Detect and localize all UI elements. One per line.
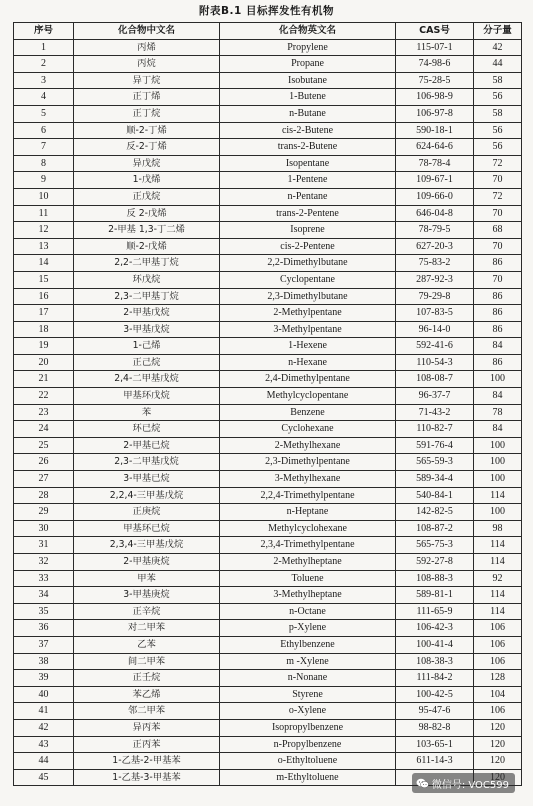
cell-molecular-weight: 86 [474, 321, 522, 338]
cell-index: 14 [14, 255, 74, 272]
cell-cas: 111-84-2 [396, 670, 474, 687]
cell-index: 19 [14, 338, 74, 355]
cell-chinese-name: 异丙苯 [74, 719, 220, 736]
cell-chinese-name: 环戊烷 [74, 271, 220, 288]
cell-chinese-name: 异戊烷 [74, 155, 220, 172]
cell-english-name: 2,2,4-Trimethylpentane [220, 487, 396, 504]
table-row [14, 703, 522, 720]
cell-cas: 592-27-8 [396, 554, 474, 571]
watermark-text: 微信号: VOC599 [431, 779, 509, 791]
table-row [14, 56, 522, 73]
table-row [14, 570, 522, 587]
cell-chinese-name: 1-乙基-2-甲基苯 [74, 753, 220, 770]
table-row [14, 753, 522, 770]
cell-index: 12 [14, 222, 74, 239]
table-row [14, 39, 522, 56]
cell-molecular-weight: 100 [474, 504, 522, 521]
cell-english-name: o-Xylene [220, 703, 396, 720]
cell-molecular-weight: 98 [474, 520, 522, 537]
table-row [14, 603, 522, 620]
cell-molecular-weight: 72 [474, 155, 522, 172]
cell-english-name: p-Xylene [220, 620, 396, 637]
cell-english-name: 2-Methylheptane [220, 554, 396, 571]
header-molecular-weight: 分子量 [474, 23, 522, 40]
cell-molecular-weight: 56 [474, 139, 522, 156]
table-row [14, 105, 522, 122]
cell-english-name: 2,3,4-Trimethylpentane [220, 537, 396, 554]
cell-cas: 78-78-4 [396, 155, 474, 172]
table-row [14, 139, 522, 156]
cell-index: 16 [14, 288, 74, 305]
cell-cas: 98-82-8 [396, 719, 474, 736]
cell-english-name: trans-2-Butene [220, 139, 396, 156]
cell-english-name: Isopropylbenzene [220, 719, 396, 736]
cell-english-name: Isopentane [220, 155, 396, 172]
cell-cas: 106-97-8 [396, 105, 474, 122]
cell-english-name: Toluene [220, 570, 396, 587]
cell-molecular-weight: 106 [474, 703, 522, 720]
cell-english-name: m-Ethyltoluene [220, 769, 396, 786]
cell-molecular-weight: 58 [474, 105, 522, 122]
cell-index: 25 [14, 437, 74, 454]
cell-chinese-name: 反 2-戊烯 [74, 205, 220, 222]
table-row [14, 338, 522, 355]
cell-molecular-weight: 114 [474, 554, 522, 571]
table-row [14, 471, 522, 488]
cell-index: 2 [14, 56, 74, 73]
cell-index: 7 [14, 139, 74, 156]
cell-cas: 110-82-7 [396, 421, 474, 438]
table-row [14, 686, 522, 703]
cell-index: 36 [14, 620, 74, 637]
cell-cas: 96-14-0 [396, 321, 474, 338]
header-cas: CAS号 [396, 23, 474, 40]
header-chinese-name: 化合物中文名 [74, 23, 220, 40]
cell-chinese-name: 1-己烯 [74, 338, 220, 355]
cell-index: 6 [14, 122, 74, 139]
cell-cas: 108-08-7 [396, 371, 474, 388]
cell-english-name: n-Pentane [220, 188, 396, 205]
cell-cas: 75-83-2 [396, 255, 474, 272]
cell-chinese-name: 丙烷 [74, 56, 220, 73]
cell-index: 1 [14, 39, 74, 56]
table-row [14, 736, 522, 753]
header-english-name: 化合物英文名 [220, 23, 396, 40]
cell-index: 42 [14, 719, 74, 736]
cell-index: 44 [14, 753, 74, 770]
cell-english-name: n-Nonane [220, 670, 396, 687]
cell-chinese-name: 3-甲基已烷 [74, 471, 220, 488]
table-row [14, 487, 522, 504]
table-row [14, 587, 522, 604]
cell-index: 29 [14, 504, 74, 521]
cell-chinese-name: 2-甲基庚烷 [74, 554, 220, 571]
cell-cas: 565-75-3 [396, 537, 474, 554]
cell-chinese-name: 正庚烷 [74, 504, 220, 521]
cell-cas: 540-84-1 [396, 487, 474, 504]
cell-molecular-weight: 72 [474, 188, 522, 205]
cell-english-name: n-Butane [220, 105, 396, 122]
cell-molecular-weight: 92 [474, 570, 522, 587]
cell-index: 3 [14, 72, 74, 89]
cell-molecular-weight: 114 [474, 587, 522, 604]
table-row [14, 255, 522, 272]
table-body [14, 39, 522, 786]
cell-index: 30 [14, 520, 74, 537]
cell-english-name: 1-Pentene [220, 172, 396, 189]
cell-english-name: Cyclohexane [220, 421, 396, 438]
cell-english-name: Ethylbenzene [220, 636, 396, 653]
table-row [14, 670, 522, 687]
table-row [14, 155, 522, 172]
table-row [14, 421, 522, 438]
cell-molecular-weight: 104 [474, 686, 522, 703]
cell-molecular-weight: 100 [474, 454, 522, 471]
cell-cas: 287-92-3 [396, 271, 474, 288]
cell-chinese-name: 2,3-二甲基丁烷 [74, 288, 220, 305]
cell-chinese-name: 丙烯 [74, 39, 220, 56]
cell-molecular-weight: 120 [474, 719, 522, 736]
cell-chinese-name: 正壬烷 [74, 670, 220, 687]
cell-cas: 110-54-3 [396, 354, 474, 371]
cell-english-name: cis-2-Butene [220, 122, 396, 139]
cell-index: 26 [14, 454, 74, 471]
cell-english-name: n-Propylbenzene [220, 736, 396, 753]
cell-chinese-name: 1-乙基-3-甲基苯 [74, 769, 220, 786]
cell-chinese-name: 1-戊烯 [74, 172, 220, 189]
cell-molecular-weight: 58 [474, 72, 522, 89]
cell-english-name: 2,3-Dimethylpentane [220, 454, 396, 471]
cell-molecular-weight: 100 [474, 471, 522, 488]
cell-english-name: m -Xylene [220, 653, 396, 670]
cell-english-name: Propane [220, 56, 396, 73]
cell-molecular-weight: 114 [474, 537, 522, 554]
cell-index: 37 [14, 636, 74, 653]
cell-chinese-name: 正丁烷 [74, 105, 220, 122]
cell-english-name: 2,3-Dimethylbutane [220, 288, 396, 305]
cell-cas: 109-67-1 [396, 172, 474, 189]
cell-index: 4 [14, 89, 74, 106]
table-row [14, 172, 522, 189]
cell-chinese-name: 2,2,4-三甲基戊烷 [74, 487, 220, 504]
cell-index: 41 [14, 703, 74, 720]
cell-chinese-name: 对二甲苯 [74, 620, 220, 637]
cell-chinese-name: 苯乙烯 [74, 686, 220, 703]
cell-cas: 78-79-5 [396, 222, 474, 239]
cell-index: 27 [14, 471, 74, 488]
table-row [14, 89, 522, 106]
cell-cas: 142-82-5 [396, 504, 474, 521]
cell-molecular-weight: 100 [474, 437, 522, 454]
cell-chinese-name: 间二甲苯 [74, 653, 220, 670]
cell-english-name: Isoprene [220, 222, 396, 239]
cell-cas: 111-65-9 [396, 603, 474, 620]
cell-chinese-name: 甲基环已烷 [74, 520, 220, 537]
table-row [14, 719, 522, 736]
cell-cas: 115-07-1 [396, 39, 474, 56]
cell-cas: 103-65-1 [396, 736, 474, 753]
cell-molecular-weight: 42 [474, 39, 522, 56]
wechat-icon [416, 778, 429, 789]
cell-cas: 79-29-8 [396, 288, 474, 305]
table-row [14, 653, 522, 670]
cell-chinese-name: 邻二甲苯 [74, 703, 220, 720]
table-row [14, 554, 522, 571]
cell-cas: 96-37-7 [396, 388, 474, 405]
cell-molecular-weight: 70 [474, 205, 522, 222]
cell-cas: 109-66-0 [396, 188, 474, 205]
cell-chinese-name: 正丁烯 [74, 89, 220, 106]
cell-index: 24 [14, 421, 74, 438]
table-row [14, 354, 522, 371]
cell-english-name: 3-Methylpentane [220, 321, 396, 338]
cell-english-name: 2,4-Dimethylpentane [220, 371, 396, 388]
cell-english-name: 1-Butene [220, 89, 396, 106]
cell-index: 38 [14, 653, 74, 670]
cell-index: 18 [14, 321, 74, 338]
cell-chinese-name: 反-2-丁烯 [74, 139, 220, 156]
cell-molecular-weight: 56 [474, 89, 522, 106]
cell-index: 17 [14, 305, 74, 322]
cell-molecular-weight: 106 [474, 620, 522, 637]
table-row [14, 504, 522, 521]
cell-chinese-name: 顺-2-丁烯 [74, 122, 220, 139]
cell-cas: 611-14-3 [396, 753, 474, 770]
cell-cas: 589-81-1 [396, 587, 474, 604]
cell-index: 34 [14, 587, 74, 604]
cell-english-name: Styrene [220, 686, 396, 703]
cell-index: 9 [14, 172, 74, 189]
table-row [14, 271, 522, 288]
cell-index: 43 [14, 736, 74, 753]
cell-english-name: trans-2-Pentene [220, 205, 396, 222]
cell-chinese-name: 乙苯 [74, 636, 220, 653]
cell-molecular-weight: 68 [474, 222, 522, 239]
cell-chinese-name: 苯 [74, 404, 220, 421]
cell-english-name: 3-Methylheptane [220, 587, 396, 604]
table-header-row [14, 23, 522, 40]
cell-chinese-name: 环已烷 [74, 421, 220, 438]
table-row [14, 321, 522, 338]
table-row [14, 520, 522, 537]
cell-cas: 646-04-8 [396, 205, 474, 222]
table-row [14, 404, 522, 421]
cell-chinese-name: 2,3,4-三甲基戊烷 [74, 537, 220, 554]
cell-index: 28 [14, 487, 74, 504]
cell-chinese-name: 甲苯 [74, 570, 220, 587]
cell-cas: 100-42-5 [396, 686, 474, 703]
cell-english-name: 2-Methylpentane [220, 305, 396, 322]
cell-english-name: n-Heptane [220, 504, 396, 521]
table-row [14, 72, 522, 89]
cell-molecular-weight: 114 [474, 603, 522, 620]
cell-english-name: 1-Hexene [220, 338, 396, 355]
cell-index: 35 [14, 603, 74, 620]
cell-chinese-name: 2,4-二甲基戊烷 [74, 371, 220, 388]
cell-english-name: n-Octane [220, 603, 396, 620]
cell-molecular-weight: 84 [474, 388, 522, 405]
table-row [14, 537, 522, 554]
header-index: 序号 [14, 23, 74, 40]
cell-cas: 589-34-4 [396, 471, 474, 488]
cell-molecular-weight: 70 [474, 238, 522, 255]
cell-cas: 108-88-3 [396, 570, 474, 587]
cell-chinese-name: 2-甲基已烷 [74, 437, 220, 454]
table-row [14, 222, 522, 239]
cell-cas: 565-59-3 [396, 454, 474, 471]
cell-index: 20 [14, 354, 74, 371]
cell-cas: 107-83-5 [396, 305, 474, 322]
cell-molecular-weight: 86 [474, 354, 522, 371]
table-row [14, 388, 522, 405]
table-row [14, 636, 522, 653]
table-row [14, 122, 522, 139]
cell-molecular-weight: 84 [474, 338, 522, 355]
cell-cas: 592-41-6 [396, 338, 474, 355]
cell-cas: 74-98-6 [396, 56, 474, 73]
cell-chinese-name: 正戊烷 [74, 188, 220, 205]
cell-molecular-weight: 86 [474, 288, 522, 305]
table-row [14, 620, 522, 637]
cell-cas: 108-87-2 [396, 520, 474, 537]
cell-molecular-weight: 114 [474, 487, 522, 504]
cell-molecular-weight: 106 [474, 636, 522, 653]
cell-english-name: 2-Methylhexane [220, 437, 396, 454]
cell-index: 8 [14, 155, 74, 172]
cell-cas: 106-42-3 [396, 620, 474, 637]
cell-english-name: 2,2-Dimethylbutane [220, 255, 396, 272]
cell-cas: 108-38-3 [396, 653, 474, 670]
cell-index: 15 [14, 271, 74, 288]
cell-cas: 624-64-6 [396, 139, 474, 156]
cell-english-name: Methylcyclohexane [220, 520, 396, 537]
cell-english-name: Isobutane [220, 72, 396, 89]
table-row [14, 305, 522, 322]
cell-chinese-name: 2,3-二甲基戊烷 [74, 454, 220, 471]
cell-english-name: Methylcyclopentane [220, 388, 396, 405]
cell-cas: 627-20-3 [396, 238, 474, 255]
table-row [14, 454, 522, 471]
table-row [14, 371, 522, 388]
cell-index: 39 [14, 670, 74, 687]
cell-chinese-name: 正丙苯 [74, 736, 220, 753]
cell-chinese-name: 顺-2-戊烯 [74, 238, 220, 255]
cell-index: 45 [14, 769, 74, 786]
cell-cas: 71-43-2 [396, 404, 474, 421]
cell-english-name: n-Hexane [220, 354, 396, 371]
table-row [14, 238, 522, 255]
cell-index: 5 [14, 105, 74, 122]
table-row [14, 205, 522, 222]
cell-molecular-weight: 78 [474, 404, 522, 421]
cell-english-name: Benzene [220, 404, 396, 421]
cell-chinese-name: 甲基环戊烷 [74, 388, 220, 405]
cell-index: 22 [14, 388, 74, 405]
cell-cas: 106-98-9 [396, 89, 474, 106]
cell-molecular-weight: 56 [474, 122, 522, 139]
cell-english-name: Cyclopentane [220, 271, 396, 288]
cell-chinese-name: 3-甲基戊烷 [74, 321, 220, 338]
cell-molecular-weight: 120 [474, 736, 522, 753]
cell-molecular-weight: 106 [474, 653, 522, 670]
cell-cas: 590-18-1 [396, 122, 474, 139]
cell-index: 11 [14, 205, 74, 222]
cell-index: 10 [14, 188, 74, 205]
table-row [14, 188, 522, 205]
table-title: 附表B.1 目标挥发性有机物 [199, 5, 334, 17]
cell-molecular-weight: 100 [474, 371, 522, 388]
cell-index: 32 [14, 554, 74, 571]
table-row [14, 288, 522, 305]
cell-chinese-name: 正己烷 [74, 354, 220, 371]
cell-index: 13 [14, 238, 74, 255]
cell-chinese-name: 2-甲基戊烷 [74, 305, 220, 322]
cell-english-name: Propylene [220, 39, 396, 56]
cell-index: 23 [14, 404, 74, 421]
cell-chinese-name: 正辛烷 [74, 603, 220, 620]
cell-english-name: o-Ethyltoluene [220, 753, 396, 770]
cell-molecular-weight: 120 [474, 753, 522, 770]
cell-molecular-weight: 84 [474, 421, 522, 438]
cell-index: 21 [14, 371, 74, 388]
cell-molecular-weight: 44 [474, 56, 522, 73]
cell-chinese-name: 2-甲基 1,3-丁二烯 [74, 222, 220, 239]
cell-cas: 75-28-5 [396, 72, 474, 89]
cell-chinese-name: 2,2-二甲基丁烷 [74, 255, 220, 272]
wechat-watermark [412, 773, 515, 793]
cell-molecular-weight: 86 [474, 305, 522, 322]
cell-index: 40 [14, 686, 74, 703]
cell-chinese-name: 3-甲基庚烷 [74, 587, 220, 604]
table-row [14, 437, 522, 454]
cell-index: 33 [14, 570, 74, 587]
cell-cas: 95-47-6 [396, 703, 474, 720]
cell-chinese-name: 异丁烷 [74, 72, 220, 89]
cell-molecular-weight: 86 [474, 255, 522, 272]
cell-index: 31 [14, 537, 74, 554]
cell-molecular-weight: 70 [474, 271, 522, 288]
cell-english-name: 3-Methylhexane [220, 471, 396, 488]
cell-cas: 100-41-4 [396, 636, 474, 653]
cell-molecular-weight: 70 [474, 172, 522, 189]
cell-cas: 591-76-4 [396, 437, 474, 454]
voc-table [13, 22, 522, 786]
cell-english-name: cis-2-Pentene [220, 238, 396, 255]
cell-molecular-weight: 128 [474, 670, 522, 687]
